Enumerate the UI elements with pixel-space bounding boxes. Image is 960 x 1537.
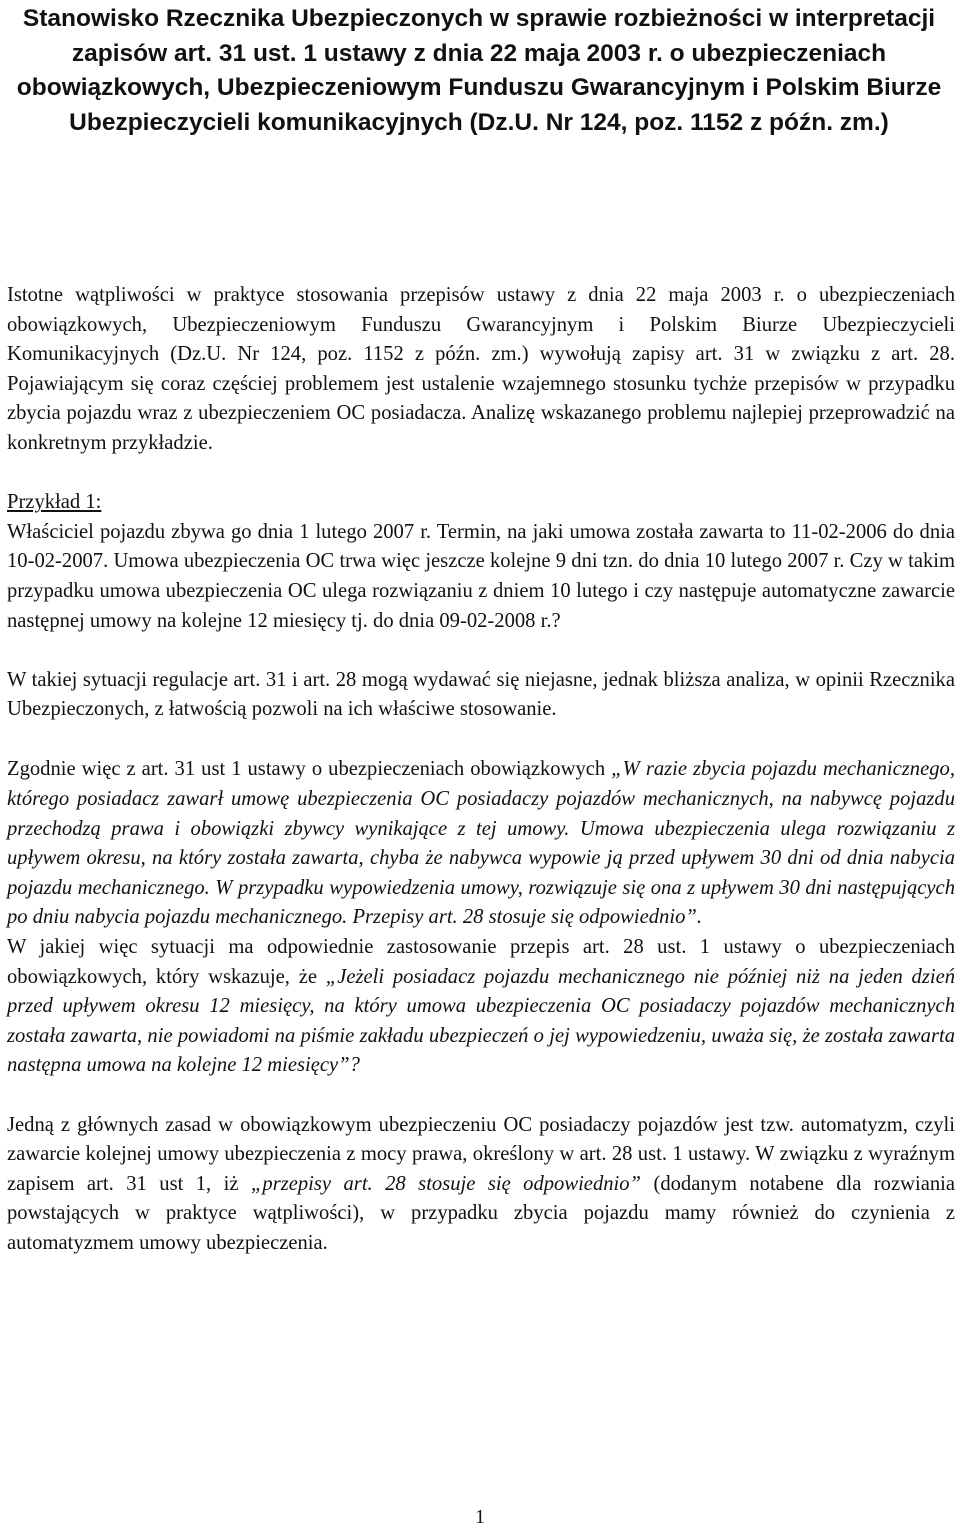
document-body	[7, 281, 955, 1259]
article-28-intro: W jakiej więc sytuacji ma odpowiednie zastosowanie przepis art. 28 ust. 1 ustawy o ubezpieczeniach obowiązkowych, który wskazuje, że	[7, 935, 955, 988]
example-section	[7, 488, 955, 518]
analysis-paragraph: W takiej sytuacji regulacje art. 31 i art. 28 mogą wydawać się niejasne, jednak bliższa analiza, w opinii Rzecznika Ubezpieczonych, z łatwością pozwoli na ich właściwe stosowanie.	[7, 668, 955, 721]
article-31-quote: „W razie zbycia pojazdu mechanicznego, którego posiadacz zawarł umowę ubezpieczenia OC posiadaczy pojazdów mechanicznych, na nabywcę pojazdu przechodzą prawa i obowiązki zbywcy wynikające z tej umowy. Umowa ubezpieczenia ulega rozwiązaniu z upływem okresu, na który została zawarta, chyba że nabywca wypowie ją przed upływem 30 dni od dnia nabycia pojazdu mechanicznego. W przypadku wypowiedzenia umowy, rozwiązuje się ona z upływem 30 dni następujących po dniu nabycia pojazdu mechanicznego. Przepisy art. 28 stosuje się odpowiednio”.	[7, 758, 955, 929]
conclusion-quote: „przepisy art. 28 stosuje się odpowiednio”	[250, 1172, 642, 1195]
conclusion-part-b: (dodanym notabene dla rozwiania powstających w praktyce wątpliwości), w przypadku zbycia pojazdu mamy również do czynienia z automatyzmem umowy ubezpieczenia.	[7, 1172, 955, 1254]
example-paragraph: Właściciel pojazdu zbywa go dnia 1 lutego 2007 r. Termin, na jaki umowa została zawarta to 11-02-2006 do dnia 10-02-2007. Umowa ubezpieczenia OC trwa więc jeszcze kolejne 9 dni tzn. do dnia 10 lutego 2007 r. Czy w takim przypadku umowa ubezpieczenia OC ulega rozwiązaniu z dniem 10 lutego i czy następuje automatyczne zawarcie następnej umowy na kolejne 12 miesięcy tj. do dnia 09-02-2008 r.?	[7, 520, 955, 632]
article-31-intro: Zgodnie więc z art. 31 ust 1 ustawy o ubezpieczeniach obowiązkowych	[7, 758, 612, 781]
article-31-paragraph	[7, 755, 955, 933]
conclusion-part-a: Jedną z głównych zasad w obowiązkowym ubezpieczeniu OC posiadaczy pojazdów jest tzw. automatyzm, czyli zawarcie kolejnej umowy ubezpieczenia z mocy prawa, określony w art. 28 ust. 1 ustawy. W związku z wyraźnym zapisem art. 31 ust 1, iż	[7, 1113, 955, 1195]
article-28-quote: „Jeżeli posiadacz pojazdu mechanicznego nie później niż na jeden dzień przed upływem okresu 12 miesięcy, na który umowa ubezpieczenia OC posiadaczy pojazdów mechanicznych została zawarta, nie powiadomi na piśmie zakładu ubezpieczeń o jej wypowiedzeniu, uważa się, że została zawarta następna umowa na kolejne 12 miesięcy”?	[7, 965, 955, 1077]
example-heading: Przykład 1:	[7, 491, 102, 514]
document-title: Stanowisko Rzecznika Ubezpieczonych w sprawie rozbieżności w interpretacji zapisów art. 31 ust. 1 ustawy z dnia 22 maja 2003 r. o ubezpieczeniach obowiązkowych, Ubezpieczeniowym Funduszu Gwarancyjnym i Polskim Biurze Ubezpieczycieli komunikacyjnych (Dz.U. Nr 124, poz. 1152 z późn. zm.)	[16, 5, 942, 136]
article-28-paragraph	[7, 933, 955, 1081]
intro-paragraph: Istotne wątpliwości w praktyce stosowania przepisów ustawy z dnia 22 maja 2003 r. o ubezpieczeniach obowiązkowych, Ubezpieczeniowym Funduszu Gwarancyjnym i Polskim Biurze Ubezpieczycieli Komunikacyjnych (Dz.U. Nr 124, poz. 1152 z późn. zm.) wywołują zapisy art. 31 w związku z art. 28. Pojawiającym się coraz częściej problemem jest ustalenie wzajemnego stosunku tychże przepisów w przypadku zbycia pojazdu wraz z ubezpieczeniem OC posiadacza. Analizę wskazanego problemu najlepiej przeprowadzić na konkretnym przykładzie.	[7, 284, 955, 454]
page-number: 1	[475, 1506, 485, 1528]
conclusion-paragraph	[7, 1111, 955, 1259]
